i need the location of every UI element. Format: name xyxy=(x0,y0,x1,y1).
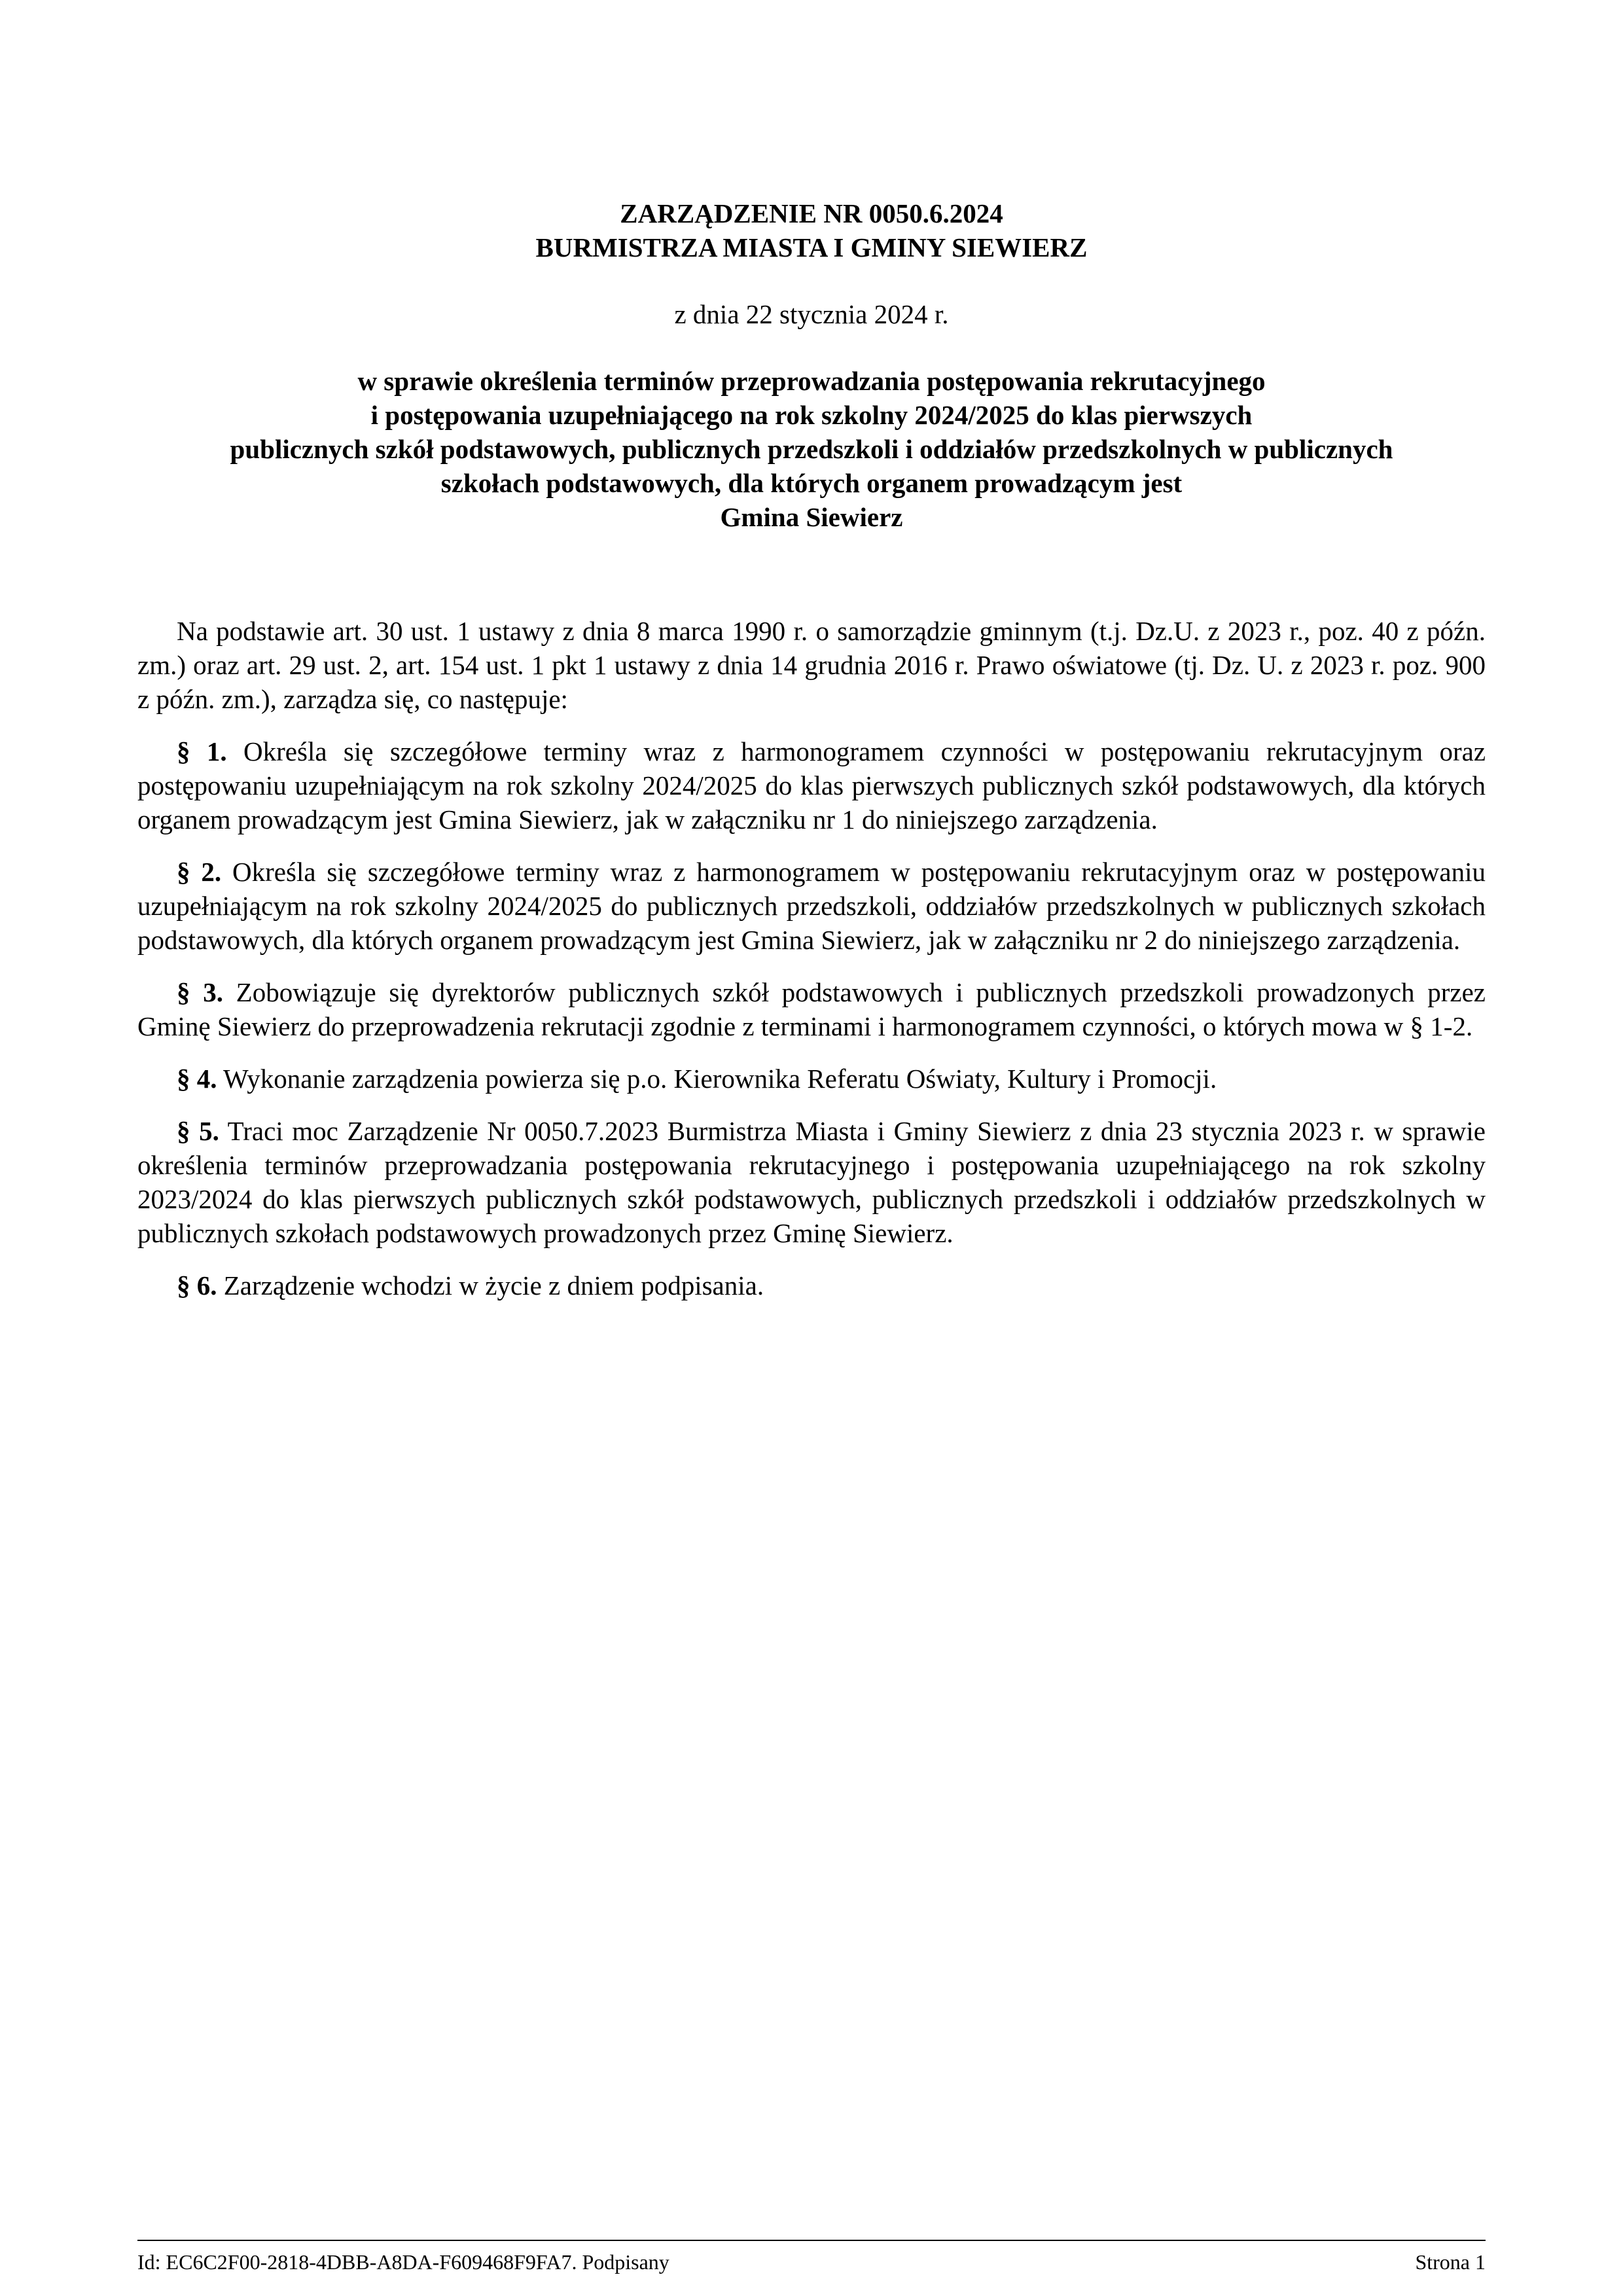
preamble: Na podstawie art. 30 ust. 1 ustawy z dnia 8 marca 1990 r. o samorządzie gminnym (t.j. Dz.U. z 2023 r., poz. 40 z późn. zm.) oraz art. 29 ust. 2, art. 154 ust. 1 pkt 1 ustawy z dnia 14 grudnia 2016 r. Prawo oświatowe (tj. Dz. U. z 2023 r. poz. 900 z późn. zm.), zarządza się, co następuje: xyxy=(137,616,1486,714)
document-date: z dnia 22 stycznia 2024 r. xyxy=(674,299,949,329)
document-header xyxy=(137,196,1486,534)
paragraph-4 xyxy=(137,1062,1486,1096)
paragraph-6 xyxy=(137,1268,1486,1302)
paragraph-number: § 3. xyxy=(177,977,223,1007)
subject-line: i postępowania uzupełniającego na rok szkolny 2024/2025 do klas pierwszych xyxy=(370,400,1253,430)
document-id: Id: EC6C2F00-2818-4DBB-A8DA-F609468F9FA7. Podpisany xyxy=(137,2250,669,2274)
paragraph-number: § 1. xyxy=(177,736,227,766)
document-issuer: BURMISTRZA MIASTA I GMINY SIEWIERZ xyxy=(535,232,1088,262)
subject-line: szkołach podstawowych, dla których organem prowadzącym jest xyxy=(440,468,1183,498)
document-title: ZARZĄDZENIE NR 0050.6.2024 xyxy=(620,198,1003,228)
paragraph-5 xyxy=(137,1114,1486,1250)
paragraph-number: § 5. xyxy=(177,1116,219,1146)
paragraph-number: § 6. xyxy=(177,1270,217,1300)
document-body xyxy=(137,614,1486,1321)
paragraph-text: Wykonanie zarządzenia powierza się p.o. Kierownika Referatu Oświaty, Kultury i Promocji. xyxy=(223,1064,1217,1094)
paragraph-1 xyxy=(137,734,1486,836)
paragraph-number: § 4. xyxy=(177,1064,217,1094)
page-number: Strona 1 xyxy=(1415,2250,1486,2274)
paragraph-number: § 2. xyxy=(177,857,222,887)
paragraph-3 xyxy=(137,975,1486,1043)
paragraph-text: Zobowiązuje się dyrektorów publicznych szkół podstawowych i publicznych przedszkoli prowadzonych przez Gminę Siewierz do przeprowadzenia rekrutacji zgodnie z terminami i harmonogramem czynności, o których mowa w § 1-2. xyxy=(137,977,1486,1041)
paragraph-text: Traci moc Zarządzenie Nr 0050.7.2023 Burmistrza Miasta i Gminy Siewierz z dnia 23 stycznia 2023 r. w sprawie określenia terminów przeprowadzania postępowania rekrutacyjnego i postępowania uzupełniającego na rok szkolny 2023/2024 do klas pierwszych publicznych szkół podstawowych, publicznych przedszkoli i oddziałów przedszkolnych w publicznych szkołach podstawowych prowadzonych przez Gminę Siewierz. xyxy=(137,1116,1486,1248)
page-footer xyxy=(137,2249,1486,2275)
footer-divider xyxy=(137,2240,1486,2241)
subject-line: Gmina Siewierz xyxy=(720,502,903,532)
paragraph-text: Zarządzenie wchodzi w życie z dniem podpisania. xyxy=(223,1270,764,1300)
subject-line: w sprawie określenia terminów przeprowadzania postępowania rekrutacyjnego xyxy=(357,366,1266,396)
subject-line: publicznych szkół podstawowych, publicznych przedszkoli i oddziałów przedszkolnych w publicznych xyxy=(230,434,1393,464)
paragraph-text: Określa się szczegółowe terminy wraz z harmonogramem w postępowaniu rekrutacyjnym oraz w postępowaniu uzupełniającym na rok szkolny 2024/2025 do publicznych przedszkoli, oddziałów przedszkolnych w publicznych szkołach podstawowych, dla których organem prowadzącym jest Gmina Siewierz, jak w załączniku nr 2 do niniejszego zarządzenia. xyxy=(137,857,1486,955)
paragraph-2 xyxy=(137,855,1486,957)
document-subject xyxy=(137,364,1486,534)
paragraph-text: Określa się szczegółowe terminy wraz z harmonogramem czynności w postępowaniu rekrutacyjnym oraz postępowaniu uzupełniającym na rok szkolny 2024/2025 do klas pierwszych publicznych szkół podstawowych, dla których organem prowadzącym jest Gmina Siewierz, jak w załączniku nr 1 do niniejszego zarządzenia. xyxy=(137,736,1486,834)
